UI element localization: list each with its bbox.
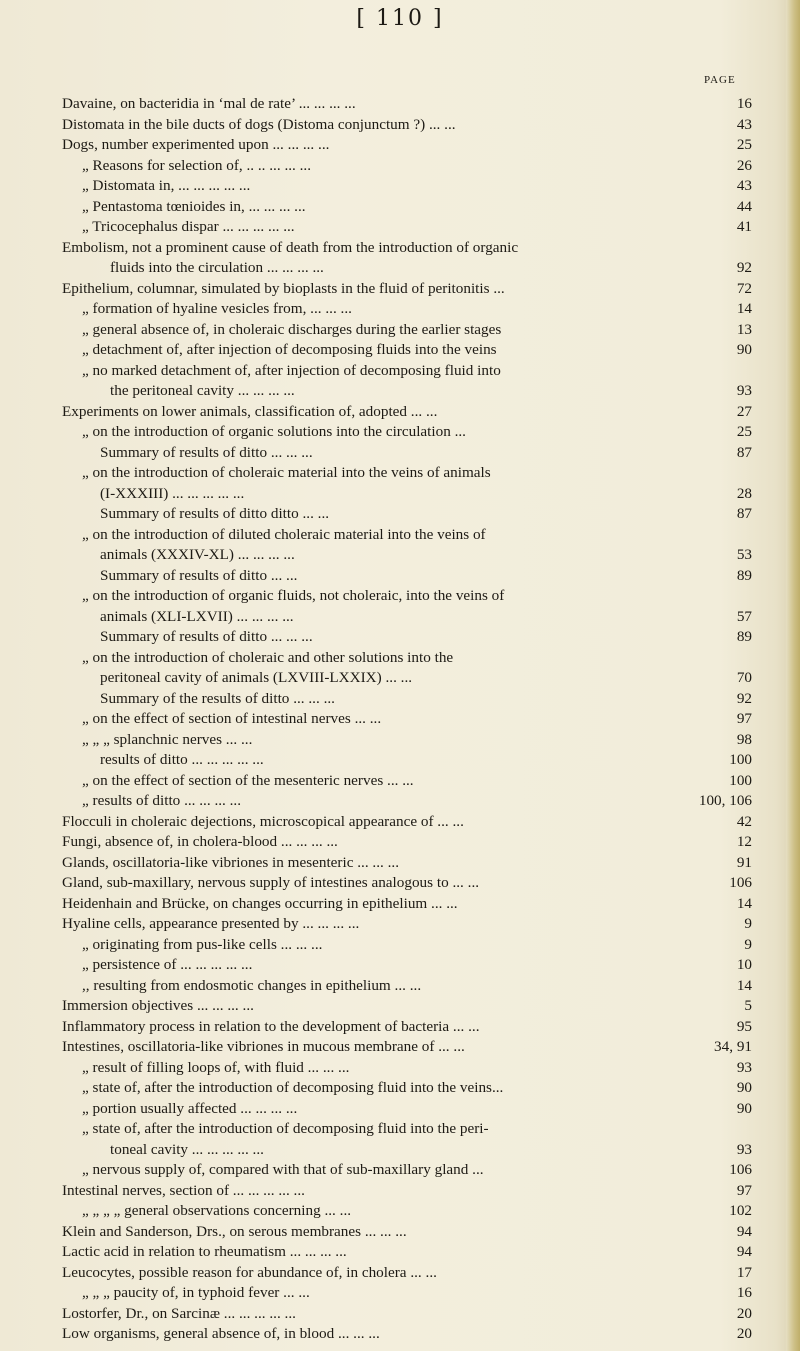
index-entry [62, 1058, 752, 1079]
index-entry-page: 14 [736, 300, 752, 317]
index-entry-page: 93 [736, 382, 752, 399]
index-entry [62, 1283, 752, 1304]
index-entry [62, 730, 752, 751]
index-entry [62, 422, 752, 443]
index-entry-text: „ Pentastoma tœnioides in, ... ... ... ... [82, 197, 306, 215]
index-entry-text: fluids into the circulation ... ... ... ... [110, 259, 324, 276]
index-entry [62, 1222, 752, 1243]
index-entry-text: animals (XXXIV-XL) ... ... ... ... [100, 546, 295, 563]
index-entry-text: Dogs, number experimented upon ... ... ... ... [62, 136, 330, 153]
index-entry [62, 586, 752, 607]
index-entry-text: animals (XLI-LXVII) ... ... ... ... [100, 607, 294, 625]
index-entry-page: 44 [736, 197, 752, 215]
index-entry-text: „ on the effect of section of the mesenteric nerves ... ... [82, 771, 414, 789]
index-entry-page: 5 [744, 997, 752, 1014]
index-entry-page: 97 [736, 710, 752, 727]
index-entry-text: Distomata in the bile ducts of dogs (Distoma conjunctum ?) ... ... [62, 115, 456, 133]
index-entry-text: „ „ „ „ general observations concerning ... ... [82, 1202, 352, 1219]
index-entry-text: „ state of, after the introduction of decomposing fluid into the peri- [82, 1120, 489, 1137]
index-entry [62, 1304, 752, 1325]
index-entry [62, 627, 752, 648]
index-entry [62, 1017, 752, 1038]
index-entry-page: 13 [736, 320, 752, 338]
index-entry-page: 93 [736, 1140, 752, 1158]
index-entry [62, 176, 752, 197]
page-number: [ 110 ] [356, 6, 444, 31]
index-entry-text: Hyaline cells, appearance presented by ... ... ... ... [62, 915, 360, 932]
index-entry-text: „ results of ditto ... ... ... ... [82, 792, 242, 809]
index-entry-page: 92 [736, 689, 752, 707]
index-entry-text: „ persistence of ... ... ... ... ... [82, 956, 253, 973]
index-entry-page: 27 [736, 402, 752, 420]
index-entry [62, 1160, 752, 1181]
index-entry [62, 791, 752, 812]
index-entry-text: Heidenhain and Brücke, on changes occurring in epithelium ... ... [62, 894, 458, 912]
index-entry [62, 115, 752, 136]
index-entry-text: Leucocytes, possible reason for abundance of, in cholera ... ... [62, 1263, 437, 1281]
index-entry-text: „ „ „ paucity of, in typhoid fever ... ... [82, 1284, 310, 1301]
index-entry-page: 92 [736, 259, 752, 276]
index-entry-page: 12 [736, 833, 752, 850]
index-entry [62, 238, 752, 259]
index-entry-page: 41 [736, 218, 752, 235]
index-entry [62, 299, 752, 320]
index-entry-text: Lactic acid in relation to rheumatism ... ... ... ... [62, 1243, 347, 1260]
index-entry [62, 402, 752, 423]
index-entry-page: 100 [729, 771, 752, 789]
index-entry-page: 9 [744, 935, 752, 953]
index-entry [62, 94, 752, 115]
index-entry [62, 914, 752, 935]
index-entry [62, 832, 752, 853]
index-entry [62, 504, 752, 525]
index-entry-text: Low organisms, general absence of, in blood ... ... ... [62, 1325, 380, 1342]
index-entry [62, 648, 752, 669]
index-entry-page: 94 [736, 1222, 752, 1240]
index-entry-text: Summary of results of ditto ... ... ... [100, 628, 313, 645]
index-entry-page: 95 [736, 1017, 752, 1035]
index-entry [62, 279, 752, 300]
index-entry-page: 97 [736, 1181, 752, 1199]
index-entry [62, 1201, 752, 1222]
index-entry-page: 25 [736, 423, 752, 440]
index-entry-page: 57 [736, 607, 752, 625]
index-entry-text: Fungi, absence of, in cholera-blood ... ... ... ... [62, 833, 338, 850]
index-entry [62, 689, 752, 710]
index-entry-page: 89 [736, 628, 752, 645]
index-entry-text: Epithelium, columnar, simulated by bioplasts in the fluid of peritonitis ... [62, 279, 505, 297]
index-entry-page: 20 [736, 1304, 752, 1322]
index-entry-page: 20 [736, 1325, 752, 1342]
index-entry [62, 935, 752, 956]
index-entry-text: „ no marked detachment of, after injection of decomposing fluid into [82, 361, 501, 379]
index-entry-page: 14 [736, 976, 752, 994]
index-entry-text: Immersion objectives ... ... ... ... [62, 997, 254, 1014]
index-entry [62, 197, 752, 218]
index-entry-text: Summary of results of ditto ditto ... ... [100, 505, 330, 522]
index-entry [62, 566, 752, 587]
index-entry-page: 106 [729, 874, 752, 891]
index-entry [62, 443, 752, 464]
index-entry [62, 894, 752, 915]
index-entry-text: „ formation of hyaline vesicles from, ... ... ... [82, 300, 352, 317]
index-entry [62, 320, 752, 341]
index-entry [62, 812, 752, 833]
index-entry-text: „ detachment of, after injection of decomposing fluids into the veins [82, 341, 497, 358]
index-entry-text: „ on the introduction of choleraic material into the veins of animals [82, 464, 491, 481]
index-entry [62, 361, 752, 382]
index-entry-page: 70 [736, 669, 752, 686]
index-entry [62, 1324, 752, 1345]
index-entry-text: Intestinal nerves, section of ... ... ... ... ... [62, 1181, 305, 1199]
index-entry-page: 90 [736, 341, 752, 358]
index-entry-text: Glands, oscillatoria-like vibriones in mesenteric ... ... ... [62, 853, 399, 871]
index-entry [62, 156, 752, 177]
index-entry [62, 873, 752, 894]
index-entry-page: 87 [736, 443, 752, 461]
index-entry-text: Summary of the results of ditto ... ... ... [100, 689, 335, 707]
index-entry-page: 100, 106 [698, 792, 752, 809]
index-entry-page: 26 [736, 156, 752, 174]
index-entry [62, 607, 752, 628]
index-entry [62, 976, 752, 997]
index-entry-text: „ nervous supply of, compared with that of sub-maxillary gland ... [82, 1161, 484, 1178]
index-entry-page: 53 [736, 546, 752, 563]
index-entry-text: „ Reasons for selection of, .. .. ... ... ... [82, 156, 312, 174]
index-entries [62, 94, 752, 1345]
index-entry-text: „ Tricocephalus dispar ... ... ... ... ... [82, 218, 295, 235]
index-entry-page: 9 [744, 915, 752, 932]
index-entry-text: Inflammatory process in relation to the development of bacteria ... ... [62, 1017, 480, 1035]
index-entry-text: „ originating from pus-like cells ... ... ... [82, 935, 323, 953]
index-entry-page: 25 [736, 136, 752, 153]
index-entry-page: 43 [736, 177, 752, 194]
index-entry [62, 1181, 752, 1202]
index-entry [62, 135, 752, 156]
index-entry-text: „ Distomata in, ... ... ... ... ... [82, 177, 251, 194]
index-entry-page: 16 [736, 95, 752, 112]
index-entry [62, 525, 752, 546]
index-entry [62, 545, 752, 566]
index-entry-text: toneal cavity ... ... ... ... ... [110, 1140, 264, 1158]
index-entry-text: results of ditto ... ... ... ... ... [100, 751, 264, 768]
index-entry [62, 1140, 752, 1161]
index-entry-page: 16 [736, 1284, 752, 1301]
index-entry-page: 93 [736, 1058, 752, 1076]
index-entry-text: Gland, sub-maxillary, nervous supply of intestines analogous to ... ... [62, 874, 480, 891]
index-entry-page: 42 [736, 812, 752, 830]
index-entry-page: 90 [736, 1099, 752, 1117]
index-entry-page: 89 [736, 566, 752, 584]
index-entry-text: Intestines, oscillatoria-like vibriones in mucous membrane of ... ... [62, 1038, 465, 1055]
index-entry-text: „ on the introduction of diluted choleraic material into the veins of [82, 525, 486, 543]
index-entry-page: 14 [736, 894, 752, 912]
index-entry-page: 106 [729, 1161, 752, 1178]
index-entry-text: „ on the introduction of choleraic and other solutions into the [82, 648, 454, 666]
index-entry [62, 1037, 752, 1058]
index-entry [62, 750, 752, 771]
page-column-label: PAGE [704, 74, 736, 86]
index-entry-page: 43 [736, 115, 752, 133]
index-entry-page: 87 [736, 505, 752, 522]
index-entry-text: Experiments on lower animals, classification of, adopted ... ... [62, 402, 438, 420]
index-entry [62, 1119, 752, 1140]
index-entry-text: Summary of results of ditto ... ... ... [100, 443, 313, 461]
index-entry-text: Davaine, on bacteridia in ‘mal de rate’ ... ... ... ... [62, 95, 356, 112]
index-entry [62, 709, 752, 730]
index-entry-text: „ portion usually affected ... ... ... ... [82, 1099, 298, 1117]
index-entry-text: „ state of, after the introduction of decomposing fluid into the veins... [82, 1079, 504, 1096]
index-entry-page: 72 [736, 279, 752, 297]
index-entry-text: ,, resulting from endosmotic changes in epithelium ... ... [82, 976, 422, 994]
index-entry-text: „ general absence of, in choleraic discharges during the earlier stages [82, 320, 502, 338]
index-entry-text: Summary of results of ditto ... ... [100, 566, 298, 584]
index-entry-text: (I-XXXIII) ... ... ... ... ... [100, 484, 245, 502]
index-entry-text: peritoneal cavity of animals (LXVIII-LXXIX) ... ... [100, 669, 413, 686]
index-entry [62, 340, 752, 361]
index-entry [62, 853, 752, 874]
index-entry [62, 1099, 752, 1120]
index-entry-text: the peritoneal cavity ... ... ... ... [110, 382, 295, 399]
index-entry-text: „ on the introduction of organic fluids, not choleraic, into the veins of [82, 587, 505, 604]
index-entry-page: 98 [736, 730, 752, 748]
index-entry-page: 34, 91 [714, 1038, 752, 1055]
index-entry [62, 484, 752, 505]
index-entry-text: „ „ „ splanchnic nerves ... ... [82, 730, 253, 748]
index-entry-page: 10 [736, 956, 752, 973]
index-entry [62, 217, 752, 238]
index-entry-text: Lostorfer, Dr., on Sarcinæ ... ... ... ... ... [62, 1304, 296, 1322]
index-entry-page: 17 [736, 1263, 752, 1281]
index-entry-page: 91 [736, 853, 752, 871]
index-entry [62, 668, 752, 689]
index-entry-page: 100 [729, 751, 752, 768]
index-entry-page: 94 [736, 1243, 752, 1260]
index-entry [62, 955, 752, 976]
index-entry-page: 90 [736, 1079, 752, 1096]
index-entry-text: Flocculi in choleraic dejections, microscopical appearance of ... ... [62, 812, 464, 830]
index-entry-page: 102 [729, 1202, 752, 1219]
index-entry [62, 1263, 752, 1284]
index-entry [62, 258, 752, 279]
index-entry-text: „ on the introduction of organic solutions into the circulation ... [82, 423, 466, 440]
index-entry [62, 463, 752, 484]
page-edge [786, 0, 800, 1351]
index-entry-text: Embolism, not a prominent cause of death from the introduction of organic [62, 238, 519, 256]
index-entry-page: 28 [736, 484, 752, 502]
index-entry [62, 381, 752, 402]
index-entry-text: „ on the effect of section of intestinal nerves ... ... [82, 710, 382, 727]
index-entry-text: Klein and Sanderson, Drs., on serous membranes ... ... ... [62, 1222, 407, 1240]
index-entry [62, 771, 752, 792]
index-entry [62, 1242, 752, 1263]
index-entry [62, 996, 752, 1017]
index-entry [62, 1078, 752, 1099]
index-entry-text: „ result of filling loops of, with fluid ... ... ... [82, 1058, 350, 1076]
